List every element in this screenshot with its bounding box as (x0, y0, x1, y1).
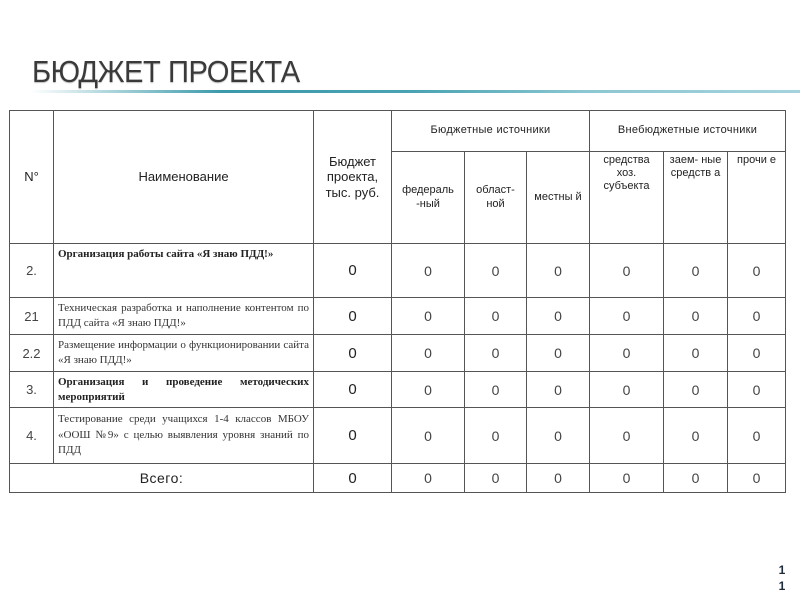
row-federal: 0 (392, 298, 465, 335)
row-budget: 0 (314, 335, 392, 372)
row-budget: 0 (314, 244, 392, 298)
total-label: Всего: (10, 464, 314, 493)
total-other: 0 (728, 464, 786, 493)
row-name: Тестирование среди учащихся 1-4 классов МБОУ «ООШ №9» с целью выявления уровня знаний по ПДД (54, 408, 314, 464)
total-row (10, 464, 786, 493)
table-row (10, 372, 786, 408)
row-loans: 0 (664, 298, 728, 335)
row-loans: 0 (664, 335, 728, 372)
row-regional: 0 (465, 298, 527, 335)
header-number: N° (10, 111, 54, 244)
row-local: 0 (527, 408, 590, 464)
header-name: Наименование (54, 111, 314, 244)
row-budget: 0 (314, 408, 392, 464)
table-row (10, 408, 786, 464)
header-loans: заем- ные средств а (664, 152, 728, 244)
row-regional: 0 (465, 335, 527, 372)
row-local: 0 (527, 298, 590, 335)
row-loans: 0 (664, 244, 728, 298)
row-name: Размещение информации о функционировании сайта «Я знаю ПДД!» (54, 335, 314, 372)
total-local: 0 (527, 464, 590, 493)
row-number: 2. (10, 244, 54, 298)
total-regional: 0 (465, 464, 527, 493)
header-federal: федераль -ный (392, 152, 465, 244)
total-business: 0 (590, 464, 664, 493)
row-loans: 0 (664, 372, 728, 408)
table-row (10, 298, 786, 335)
row-number: 4. (10, 408, 54, 464)
total-budget: 0 (314, 464, 392, 493)
row-business: 0 (590, 244, 664, 298)
row-other: 0 (728, 372, 786, 408)
row-federal: 0 (392, 335, 465, 372)
row-loans: 0 (664, 408, 728, 464)
row-federal: 0 (392, 408, 465, 464)
row-number: 21 (10, 298, 54, 335)
row-name: Техническая разработка и наполнение контентом по ПДД сайта «Я знаю ПДД!» (54, 298, 314, 335)
table-row (10, 335, 786, 372)
row-business: 0 (590, 408, 664, 464)
header-other: прочи е (728, 152, 786, 244)
header-business: средства хоз. субъекта (590, 152, 664, 244)
row-other: 0 (728, 244, 786, 298)
row-name: Организация и проведение методических мероприятий (54, 372, 314, 408)
page-number: 11 (778, 563, 786, 593)
header-budget-sources: Бюджетные источники (392, 111, 590, 152)
header-budget: Бюджет проекта, тыс. руб. (314, 111, 392, 244)
row-regional: 0 (465, 244, 527, 298)
row-name: Организация работы сайта «Я знаю ПДД!» (54, 244, 314, 298)
header-local: местны й (527, 152, 590, 244)
row-business: 0 (590, 372, 664, 408)
slide-title: БЮДЖЕТ ПРОЕКТА (32, 54, 300, 89)
row-federal: 0 (392, 372, 465, 408)
row-business: 0 (590, 298, 664, 335)
row-number: 3. (10, 372, 54, 408)
row-local: 0 (527, 335, 590, 372)
header-regional: област- ной (465, 152, 527, 244)
row-regional: 0 (465, 372, 527, 408)
total-federal: 0 (392, 464, 465, 493)
budget-table (9, 110, 786, 493)
total-loans: 0 (664, 464, 728, 493)
row-other: 0 (728, 408, 786, 464)
row-local: 0 (527, 372, 590, 408)
row-number: 2.2 (10, 335, 54, 372)
header-extra-budget-sources: Внебюджетные источники (590, 111, 786, 152)
row-budget: 0 (314, 298, 392, 335)
row-budget: 0 (314, 372, 392, 408)
row-regional: 0 (465, 408, 527, 464)
table-row (10, 244, 786, 298)
row-business: 0 (590, 335, 664, 372)
row-local: 0 (527, 244, 590, 298)
row-federal: 0 (392, 244, 465, 298)
title-underline (30, 90, 800, 93)
row-other: 0 (728, 298, 786, 335)
row-other: 0 (728, 335, 786, 372)
